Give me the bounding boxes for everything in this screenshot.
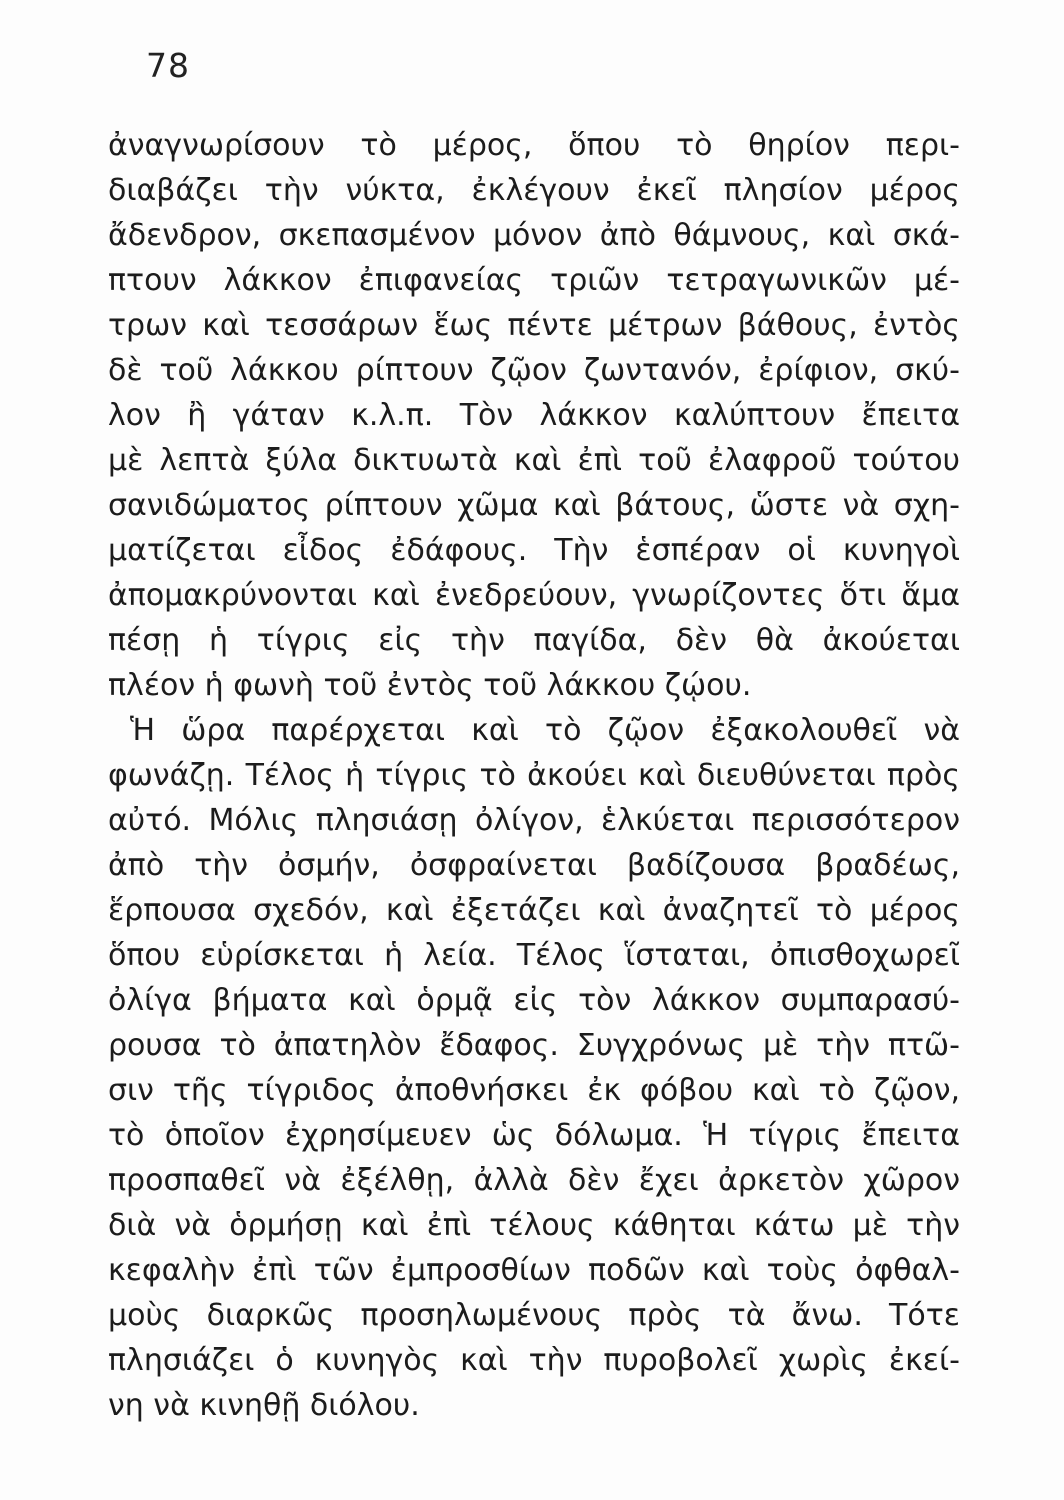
text-line: ὅπου εὑρίσκεται ἡ λεία. Τέλος ἵσταται, ὀπισθοχωρεῖ: [108, 938, 960, 973]
text-line: ὀλίγα βήματα καὶ ὁρμᾷ εἰς τὸν λάκκον συμπαρασύ-: [108, 983, 960, 1018]
text-line: κεφαλὴν ἐπὶ τῶν ἐμπροσθίων ποδῶν καὶ τοὺς ὀφθαλ-: [108, 1253, 960, 1288]
text-line: τρων καὶ τεσσάρων ἕως πέντε μέτρων βάθους, ἐντὸς: [108, 308, 960, 343]
text-line: σανιδώματος ρίπτουν χῶμα καὶ βάτους, ὥστε νὰ σχη-: [108, 488, 960, 523]
text-line: ἀπὸ τὴν ὀσμήν, ὀσφραίνεται βαδίζουσα βραδέως,: [108, 848, 960, 883]
text-line: πλέον ἡ φωνὴ τοῦ ἐντὸς τοῦ λάκκου ζῴου.: [108, 668, 752, 703]
text-line: σιν τῆς τίγριδος ἀποθνήσκει ἐκ φόβου καὶ τὸ ζῷον,: [108, 1073, 960, 1108]
text-line: ἕρπουσα σχεδόν, καὶ ἐξετάζει καὶ ἀναζητεῖ τὸ μέρος: [108, 893, 960, 928]
text-line: μοὺς διαρκῶς προσηλωμένους πρὸς τὰ ἄνω. Τότε: [108, 1298, 960, 1333]
text-line: ἀναγνωρίσουν τὸ μέρος, ὅπου τὸ θηρίον περι-: [108, 128, 960, 163]
text-line: ματίζεται εἶδος ἐδάφους. Τὴν ἑσπέραν οἱ κυνηγοὶ: [108, 533, 960, 568]
text-line: αὐτό. Μόλις πλησιάσῃ ὀλίγον, ἑλκύεται περισσότερον: [108, 803, 960, 838]
text-line: προσπαθεῖ νὰ ἐξέλθῃ, ἀλλὰ δὲν ἔχει ἀρκετὸν χῶρον: [108, 1163, 960, 1198]
text-line: μὲ λεπτὰ ξύλα δικτυωτὰ καὶ ἐπὶ τοῦ ἐλαφροῦ τούτου: [108, 443, 960, 478]
text-line: Ἡ ὥρα παρέρχεται καὶ τὸ ζῷον ἐξακολουθεῖ νὰ: [130, 713, 960, 748]
text-line: ρουσα τὸ ἀπατηλὸν ἔδαφος. Συγχρόνως μὲ τὴν πτῶ-: [108, 1028, 960, 1063]
text-line: πτουν λάκκον ἐπιφανείας τριῶν τετραγωνικῶν μέ-: [108, 263, 960, 298]
text-line: ἀπομακρύνονται καὶ ἐνεδρεύουν, γνωρίζοντες ὅτι ἅμα: [108, 578, 960, 613]
page-number: 78: [146, 46, 190, 85]
text-line: διὰ νὰ ὁρμήσῃ καὶ ἐπὶ τέλους κάθηται κάτω μὲ τὴν: [108, 1208, 960, 1243]
text-line: τὸ ὁποῖον ἐχρησίμευεν ὡς δόλωμα. Ἡ τίγρις ἔπειτα: [108, 1118, 960, 1153]
text-line: δὲ τοῦ λάκκου ρίπτουν ζῷον ζωντανόν, ἐρίφιον, σκύ-: [108, 353, 960, 388]
text-line: νη νὰ κινηθῇ διόλου.: [108, 1388, 420, 1423]
text-line: πέσῃ ἡ τίγρις εἰς τὴν παγίδα, δὲν θὰ ἀκούεται: [108, 623, 960, 658]
text-line: λον ἢ γάταν κ.λ.π. Τὸν λάκκον καλύπτουν ἔπειτα: [108, 398, 960, 433]
text-line: πλησιάζει ὁ κυνηγὸς καὶ τὴν πυροβολεῖ χωρὶς ἐκεί-: [108, 1343, 960, 1378]
text-line: φωνάζῃ. Τέλος ἡ τίγρις τὸ ἀκούει καὶ διευθύνεται πρὸς: [108, 758, 960, 793]
text-line: διαβάζει τὴν νύκτα, ἐκλέγουν ἐκεῖ πλησίον μέρος: [108, 173, 960, 208]
text-line: ἄδενδρον, σκεπασμένον μόνον ἀπὸ θάμνους, καὶ σκά-: [108, 218, 960, 253]
